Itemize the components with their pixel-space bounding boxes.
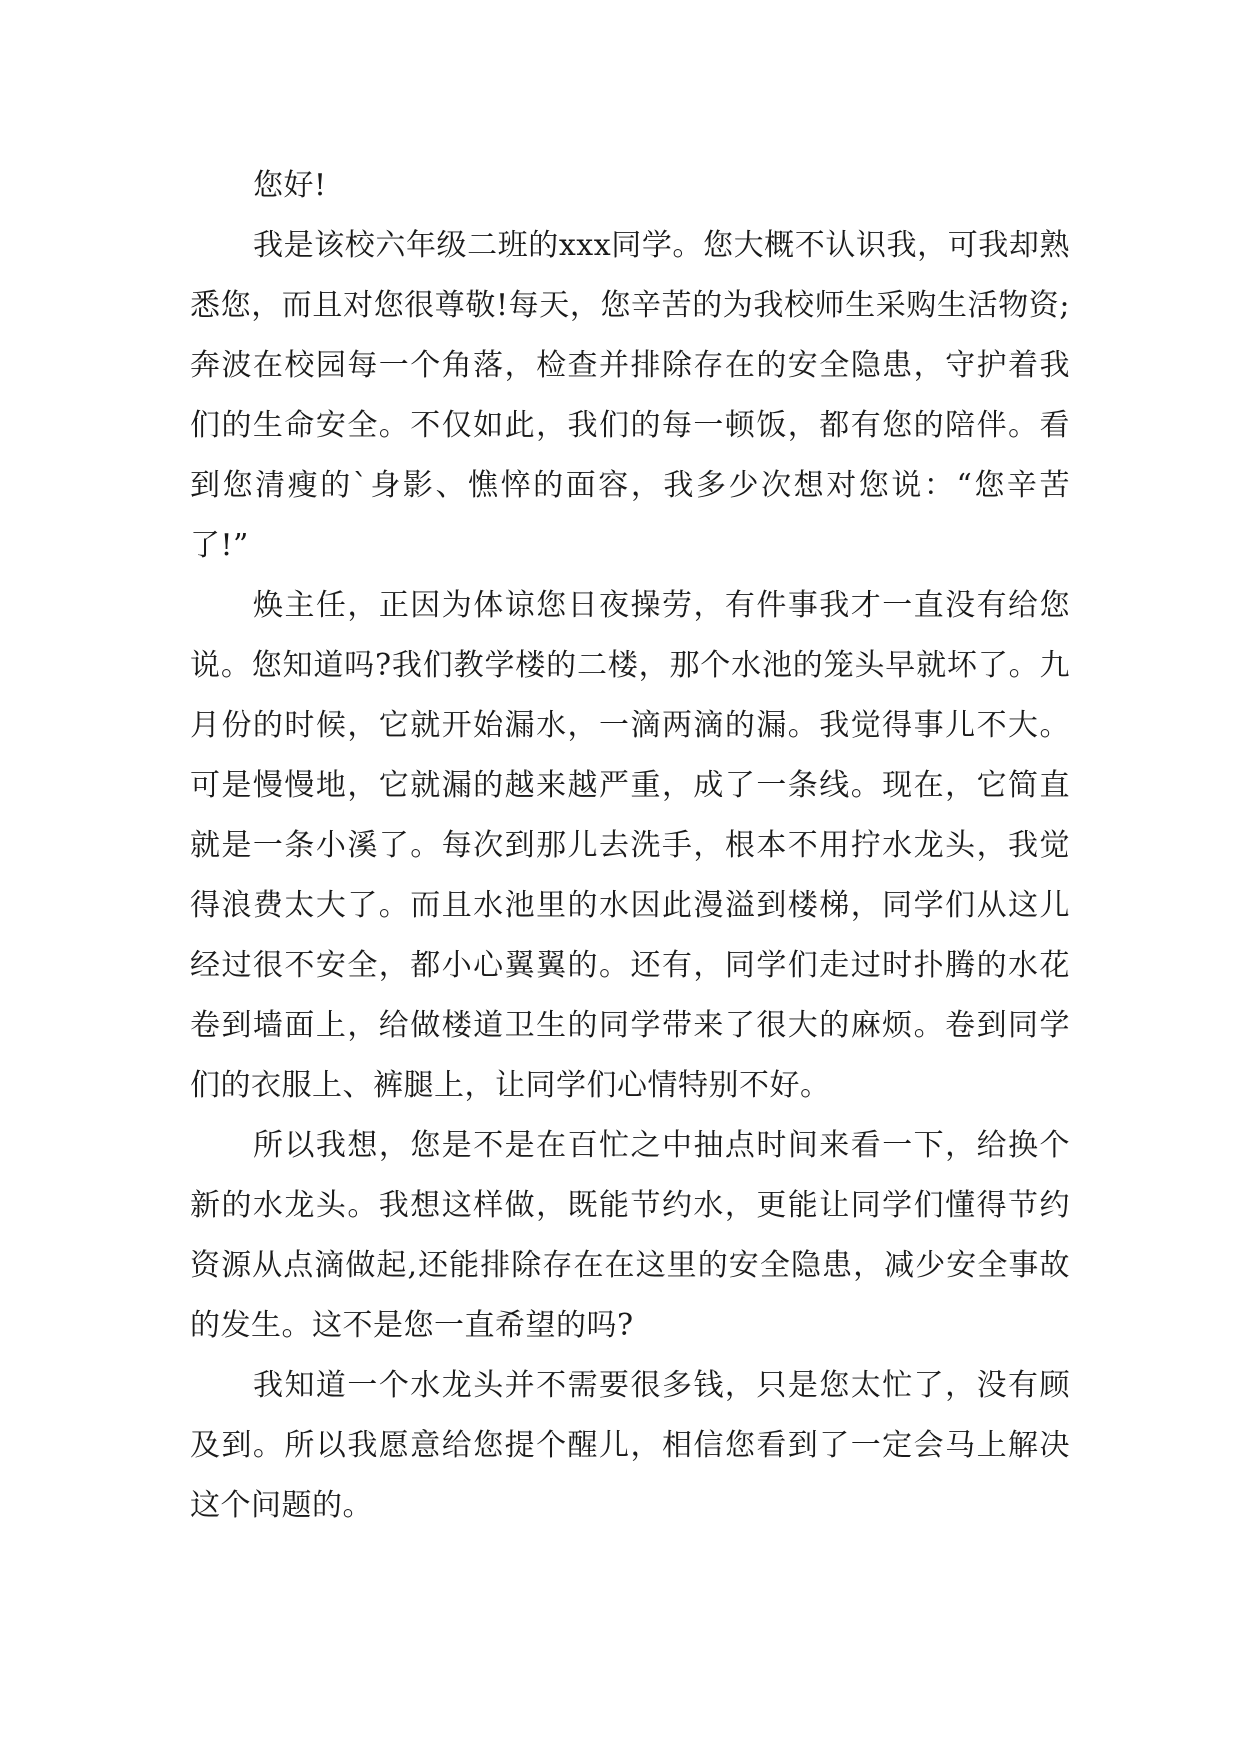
letter-body [190,156,1070,1536]
body-paragraph-closing: 我知道一个水龙头并不需要很多钱，只是您太忙了，没有顾及到。所以我愿意给您提个醒儿，相信您看到了一定会马上解决这个问题的。 [190,1368,1070,1523]
greeting-paragraph: 您好! [253,168,327,203]
body-paragraph-introduction: 我是该校六年级二班的xxx同学。您大概不认识我，可我却熟悉您，而且对您很尊敬!每天，您辛苦的为我校师生采购生活物资;奔波在校园每一个角落，检查并排除存在的安全隐患，守护着我们的生命安全。不仅如此，我们的每一顿饭，都有您的陪伴。看到您清瘦的`身影、憔悴的面容，我多少次想对您说：“您辛苦了!” [190,228,1070,563]
body-paragraph-problem: 焕主任，正因为体谅您日夜操劳，有件事我才一直没有给您说。您知道吗?我们教学楼的二楼，那个水池的笼头早就坏了。九月份的时候，它就开始漏水，一滴两滴的漏。我觉得事儿不大。可是慢慢地，它就漏的越来越严重，成了一条线。现在，它简直就是一条小溪了。每次到那儿去洗手，根本不用拧水龙头，我觉得浪费太大了。而且水池里的水因此漫溢到楼梯，同学们从这儿经过很不安全，都小心翼翼的。还有，同学们走过时扑腾的水花卷到墙面上，给做楼道卫生的同学带来了很大的麻烦。卷到同学们的衣服上、裤腿上，让同学们心情特别不好。 [190,588,1070,1103]
body-paragraph-request: 所以我想，您是不是在百忙之中抽点时间来看一下，给换个新的水龙头。我想这样做，既能节约水，更能让同学们懂得节约资源从点滴做起,还能排除存在在这里的安全隐患，减少安全事故的发生。这不是您一直希望的吗? [190,1128,1070,1343]
